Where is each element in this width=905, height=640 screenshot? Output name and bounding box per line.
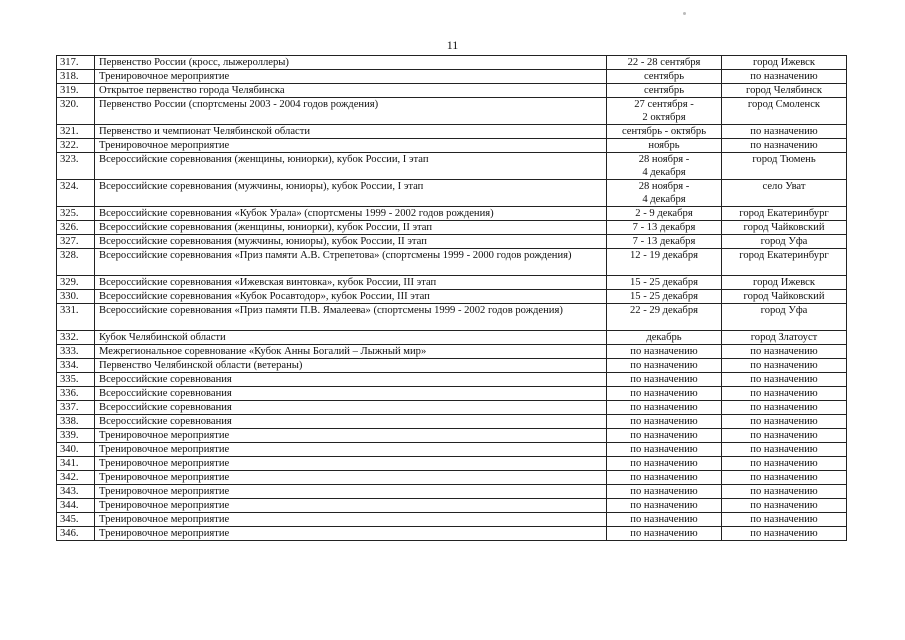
table-row [57, 221, 847, 235]
row-number-cell: 336. [57, 387, 95, 401]
table-row [57, 527, 847, 541]
event-place-cell: по назначению [722, 457, 847, 471]
event-place-cell: город Уфа [722, 304, 847, 331]
event-name-cell: Тренировочное мероприятие [95, 499, 607, 513]
row-number-cell: 321. [57, 125, 95, 139]
table-row [57, 207, 847, 221]
scan-speck [683, 12, 686, 15]
table-row [57, 401, 847, 415]
table-row [57, 84, 847, 98]
event-name-cell: Всероссийские соревнования (мужчины, юниоры), кубок России, I этап [95, 180, 607, 207]
event-date-cell: по назначению [607, 373, 722, 387]
event-date-cell: 12 - 19 декабря [607, 249, 722, 276]
table-row [57, 457, 847, 471]
event-place-cell: город Златоуст [722, 331, 847, 345]
event-name-cell: Всероссийские соревнования «Кубок Урала» (спортсмены 1999 - 2002 годов рождения) [95, 207, 607, 221]
table-row [57, 56, 847, 70]
row-number-cell: 342. [57, 471, 95, 485]
row-number-cell: 324. [57, 180, 95, 207]
table-row [57, 125, 847, 139]
row-number-cell: 334. [57, 359, 95, 373]
event-name-cell: Тренировочное мероприятие [95, 457, 607, 471]
event-place-cell: по назначению [722, 471, 847, 485]
event-name-cell: Тренировочное мероприятие [95, 70, 607, 84]
row-number-cell: 341. [57, 457, 95, 471]
event-date-cell: 28 ноября - 4 декабря [607, 180, 722, 207]
event-date-cell: по назначению [607, 499, 722, 513]
event-date-cell: 15 - 25 декабря [607, 276, 722, 290]
event-place-cell: по назначению [722, 70, 847, 84]
table-row [57, 443, 847, 457]
event-name-cell: Первенство и чемпионат Челябинской области [95, 125, 607, 139]
row-number-cell: 332. [57, 331, 95, 345]
event-place-cell: по назначению [722, 485, 847, 499]
table-row [57, 513, 847, 527]
event-name-cell: Всероссийские соревнования [95, 373, 607, 387]
event-place-cell: по назначению [722, 429, 847, 443]
event-name-cell: Первенство России (спортсмены 2003 - 2004 годов рождения) [95, 98, 607, 125]
table-row [57, 276, 847, 290]
event-date-cell: 7 - 13 декабря [607, 221, 722, 235]
event-place-cell: город Ижевск [722, 276, 847, 290]
table-row [57, 345, 847, 359]
event-date-cell: 15 - 25 декабря [607, 290, 722, 304]
table-row [57, 304, 847, 331]
event-name-cell: Тренировочное мероприятие [95, 485, 607, 499]
event-place-cell: по назначению [722, 499, 847, 513]
event-date-cell: по назначению [607, 443, 722, 457]
event-date-cell: по назначению [607, 485, 722, 499]
event-date-cell: по назначению [607, 345, 722, 359]
event-date-cell: по назначению [607, 457, 722, 471]
event-place-cell: по назначению [722, 513, 847, 527]
event-date-cell: по назначению [607, 415, 722, 429]
event-place-cell: по назначению [722, 345, 847, 359]
event-date-cell: по назначению [607, 471, 722, 485]
event-place-cell: по назначению [722, 125, 847, 139]
event-place-cell: село Уват [722, 180, 847, 207]
event-name-cell: Кубок Челябинской области [95, 331, 607, 345]
event-name-cell: Всероссийские соревнования «Ижевская винтовка», кубок России, III этап [95, 276, 607, 290]
event-place-cell: город Смоленск [722, 98, 847, 125]
row-number-cell: 329. [57, 276, 95, 290]
event-name-cell: Открытое первенство города Челябинска [95, 84, 607, 98]
row-number-cell: 331. [57, 304, 95, 331]
event-place-cell: город Чайковский [722, 290, 847, 304]
event-date-cell: по назначению [607, 387, 722, 401]
event-name-cell: Тренировочное мероприятие [95, 513, 607, 527]
event-date-cell: 2 - 9 декабря [607, 207, 722, 221]
event-name-cell: Межрегиональное соревнование «Кубок Анны Богалий – Лыжный мир» [95, 345, 607, 359]
event-place-cell: по назначению [722, 359, 847, 373]
event-date-cell: по назначению [607, 401, 722, 415]
row-number-cell: 345. [57, 513, 95, 527]
event-date-cell: 22 - 28 сентября [607, 56, 722, 70]
events-table [56, 55, 847, 541]
table-row [57, 139, 847, 153]
row-number-cell: 330. [57, 290, 95, 304]
event-name-cell: Тренировочное мероприятие [95, 139, 607, 153]
event-place-cell: по назначению [722, 401, 847, 415]
event-place-cell: город Тюмень [722, 153, 847, 180]
row-number-cell: 319. [57, 84, 95, 98]
table-row [57, 249, 847, 276]
row-number-cell: 326. [57, 221, 95, 235]
event-date-cell: 28 ноября - 4 декабря [607, 153, 722, 180]
event-place-cell: по назначению [722, 527, 847, 541]
table-row [57, 499, 847, 513]
event-place-cell: город Челябинск [722, 84, 847, 98]
event-name-cell: Тренировочное мероприятие [95, 527, 607, 541]
event-name-cell: Всероссийские соревнования [95, 401, 607, 415]
event-name-cell: Всероссийские соревнования (женщины, юниорки), кубок России, II этап [95, 221, 607, 235]
event-name-cell: Всероссийские соревнования [95, 387, 607, 401]
table-row [57, 387, 847, 401]
row-number-cell: 320. [57, 98, 95, 125]
event-date-cell: сентябрь - октябрь [607, 125, 722, 139]
table-row [57, 429, 847, 443]
row-number-cell: 322. [57, 139, 95, 153]
event-name-cell: Всероссийские соревнования «Приз памяти А.В. Стрепетова» (спортсмены 1999 - 2000 годов рождения) [95, 249, 607, 276]
event-date-cell: по назначению [607, 429, 722, 443]
table-row [57, 373, 847, 387]
row-number-cell: 338. [57, 415, 95, 429]
row-number-cell: 323. [57, 153, 95, 180]
row-number-cell: 343. [57, 485, 95, 499]
event-date-cell: 7 - 13 декабря [607, 235, 722, 249]
event-name-cell: Всероссийские соревнования [95, 415, 607, 429]
event-name-cell: Всероссийские соревнования «Приз памяти П.В. Ямалеева» (спортсмены 1999 - 2002 годов рождения) [95, 304, 607, 331]
row-number-cell: 337. [57, 401, 95, 415]
event-name-cell: Тренировочное мероприятие [95, 429, 607, 443]
page-number: 11 [446, 38, 459, 52]
event-date-cell: ноябрь [607, 139, 722, 153]
event-place-cell: по назначению [722, 139, 847, 153]
event-place-cell: город Екатеринбург [722, 249, 847, 276]
table-row [57, 70, 847, 84]
event-name-cell: Первенство России (кросс, лыжероллеры) [95, 56, 607, 70]
table-row [57, 471, 847, 485]
row-number-cell: 327. [57, 235, 95, 249]
table-row [57, 98, 847, 125]
row-number-cell: 335. [57, 373, 95, 387]
event-place-cell: по назначению [722, 387, 847, 401]
row-number-cell: 318. [57, 70, 95, 84]
table-row [57, 235, 847, 249]
event-name-cell: Тренировочное мероприятие [95, 443, 607, 457]
table-row [57, 290, 847, 304]
table-row [57, 359, 847, 373]
event-place-cell: город Уфа [722, 235, 847, 249]
event-place-cell: по назначению [722, 443, 847, 457]
row-number-cell: 346. [57, 527, 95, 541]
row-number-cell: 339. [57, 429, 95, 443]
table-row [57, 415, 847, 429]
event-date-cell: 22 - 29 декабря [607, 304, 722, 331]
event-name-cell: Тренировочное мероприятие [95, 471, 607, 485]
event-name-cell: Всероссийские соревнования (женщины, юниорки), кубок России, I этап [95, 153, 607, 180]
event-place-cell: по назначению [722, 415, 847, 429]
event-date-cell: по назначению [607, 513, 722, 527]
event-date-cell: по назначению [607, 527, 722, 541]
table-row [57, 485, 847, 499]
event-date-cell: декабрь [607, 331, 722, 345]
event-date-cell: сентябрь [607, 84, 722, 98]
row-number-cell: 317. [57, 56, 95, 70]
event-name-cell: Всероссийские соревнования (мужчины, юниоры), кубок России, II этап [95, 235, 607, 249]
event-name-cell: Всероссийские соревнования «Кубок Росавтодор», кубок России, III этап [95, 290, 607, 304]
event-place-cell: город Екатеринбург [722, 207, 847, 221]
table-row [57, 180, 847, 207]
events-table-body [57, 56, 847, 541]
event-place-cell: по назначению [722, 373, 847, 387]
event-place-cell: город Ижевск [722, 56, 847, 70]
event-date-cell: по назначению [607, 359, 722, 373]
event-date-cell: 27 сентября - 2 октября [607, 98, 722, 125]
row-number-cell: 333. [57, 345, 95, 359]
event-place-cell: город Чайковский [722, 221, 847, 235]
row-number-cell: 340. [57, 443, 95, 457]
table-row [57, 153, 847, 180]
row-number-cell: 325. [57, 207, 95, 221]
table-row [57, 331, 847, 345]
event-date-cell: сентябрь [607, 70, 722, 84]
row-number-cell: 344. [57, 499, 95, 513]
event-name-cell: Первенство Челябинской области (ветераны) [95, 359, 607, 373]
row-number-cell: 328. [57, 249, 95, 276]
